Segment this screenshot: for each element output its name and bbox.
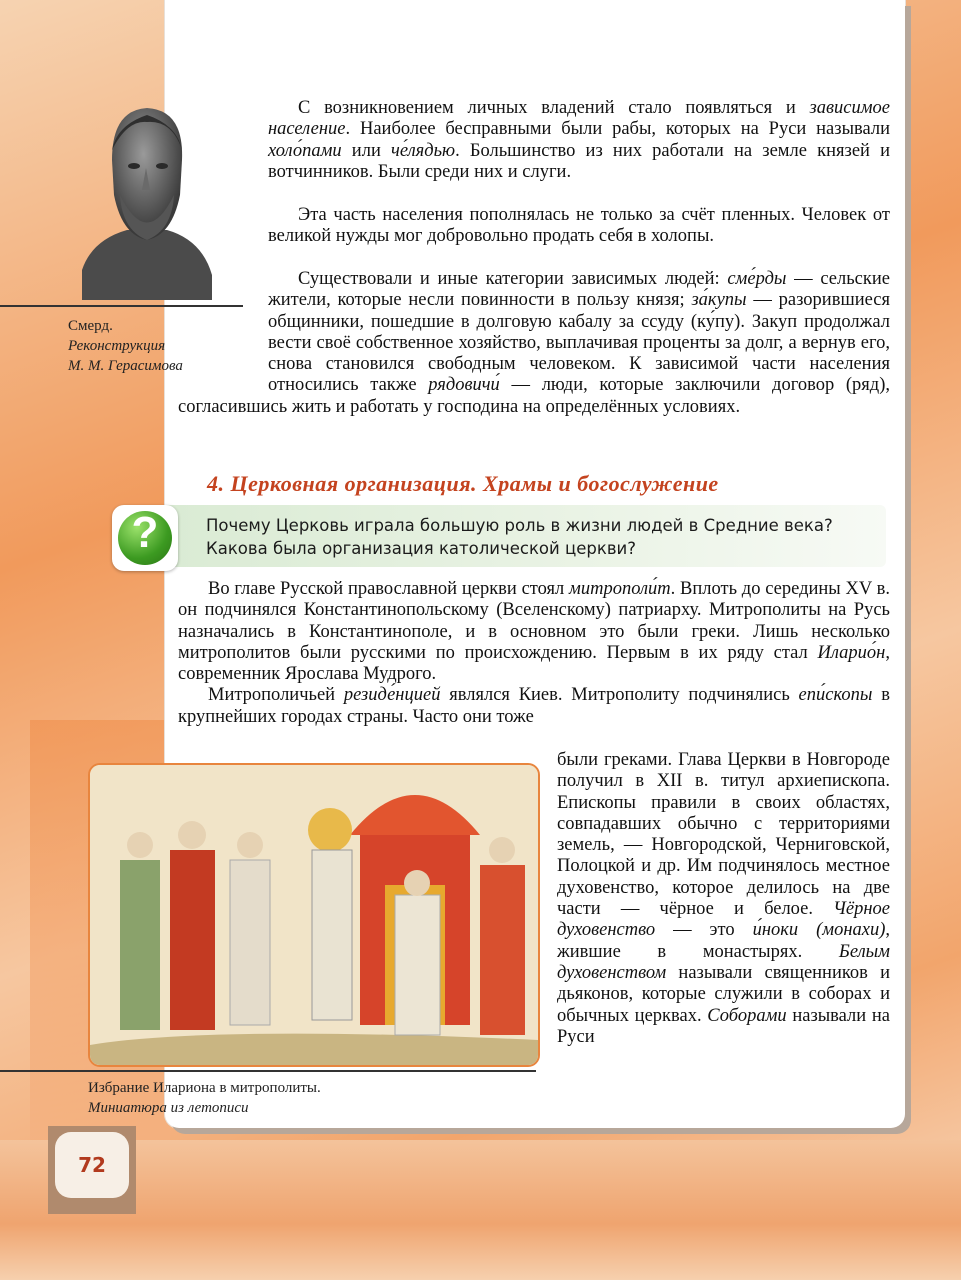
body-text	[178, 579, 890, 728]
bust-caption-line: Смерд.	[68, 318, 113, 334]
paragraph: Во главе Русской православной церкви стоял митрополи́т. Вплоть до середины XV в. он подчинялся Константинопольскому (Вселенскому) патриарху. Митрополиты на Русь назначались в Константинополе, и в основном это были греки. Лишь несколько митрополитов были русскими по происхождению. Первым в их ряду стал Иларио́н, современник Ярослава Мудрого.	[178, 579, 890, 685]
section-heading: 4. Церковная организация. Храмы и богослужение	[207, 471, 719, 496]
bust-caption-line: Реконструкция	[68, 338, 166, 354]
paragraph: Существовали и иные категории зависимых людей: сме́рды — сельские жители, которые несли повинности в пользу князя; за́купы — разорившиеся общинники, пошедшие в долговую кабалу за ссуду (ку́пу). Закуп продолжал вести своё собственное хозяйство, выплачивая проценты за долг, а вернув его, снова становился свободным человеком. К зависимой части населения относились также рядовичи́ — люди, которые заключили договор (ряд), согласившись жить и работать у господина на определённых условиях.	[178, 269, 890, 417]
paragraph: С возникновением личных владений стало появляться и зависимое население. Наиболее бесправными были рабы, которых на Руси называли холо́пами или че́лядью. Большинство из них работали на земле князей и вотчинников. Были среди них и слуги.	[268, 98, 890, 182]
background-bottom	[0, 1140, 961, 1280]
intro-text-upper	[268, 98, 890, 183]
page-number: 72	[55, 1132, 129, 1198]
miniature-caption	[88, 1078, 321, 1118]
bust-caption	[68, 316, 183, 376]
chronicle-miniature-image	[88, 763, 540, 1067]
miniature-caption-rule	[0, 1070, 536, 1072]
paragraph: Митрополичьей резиде́нцией являлся Киев. Митрополиту подчинялись епи́скопы в крупнейших городах страны. Часто они тоже	[178, 685, 890, 727]
bust-caption-line: М. М. Герасимова	[68, 358, 183, 374]
body-text-wrapped	[557, 750, 890, 1048]
question-text: Почему Церковь играла большую роль в жизни людей в Средние века? Какова была организация католической церкви?	[206, 516, 833, 558]
intro-text-wrap	[178, 269, 890, 459]
intro-text-flow	[268, 205, 890, 248]
miniature-caption-line: Избрание Илариона в митрополиты.	[88, 1080, 321, 1096]
miniature-caption-line: Миниатюра из летописи	[88, 1100, 249, 1116]
question-mark-icon: ?	[112, 505, 178, 571]
paragraph: были греками. Глава Церкви в Новгороде получил в XII в. титул архиепископа. Епископы правили в своих областях, совпадавших обычно с территориями земель, — Новгородской, Черниговской, Полоцкой и др. Им подчинялось местное духовенство, которое делилось на две части — чёрное и белое. Чёрное духовенство — это и́ноки (монахи), жившие в монастырях. Белым духовенством называли священников и дьяконов, которые служили в соборах и обычных церквах. Соборами называли на Руси	[557, 750, 891, 1047]
paragraph: Эта часть населения пополнялась не только за счёт пленных. Человек от великой нужды мог добровольно продать себя в холопы.	[268, 205, 890, 247]
